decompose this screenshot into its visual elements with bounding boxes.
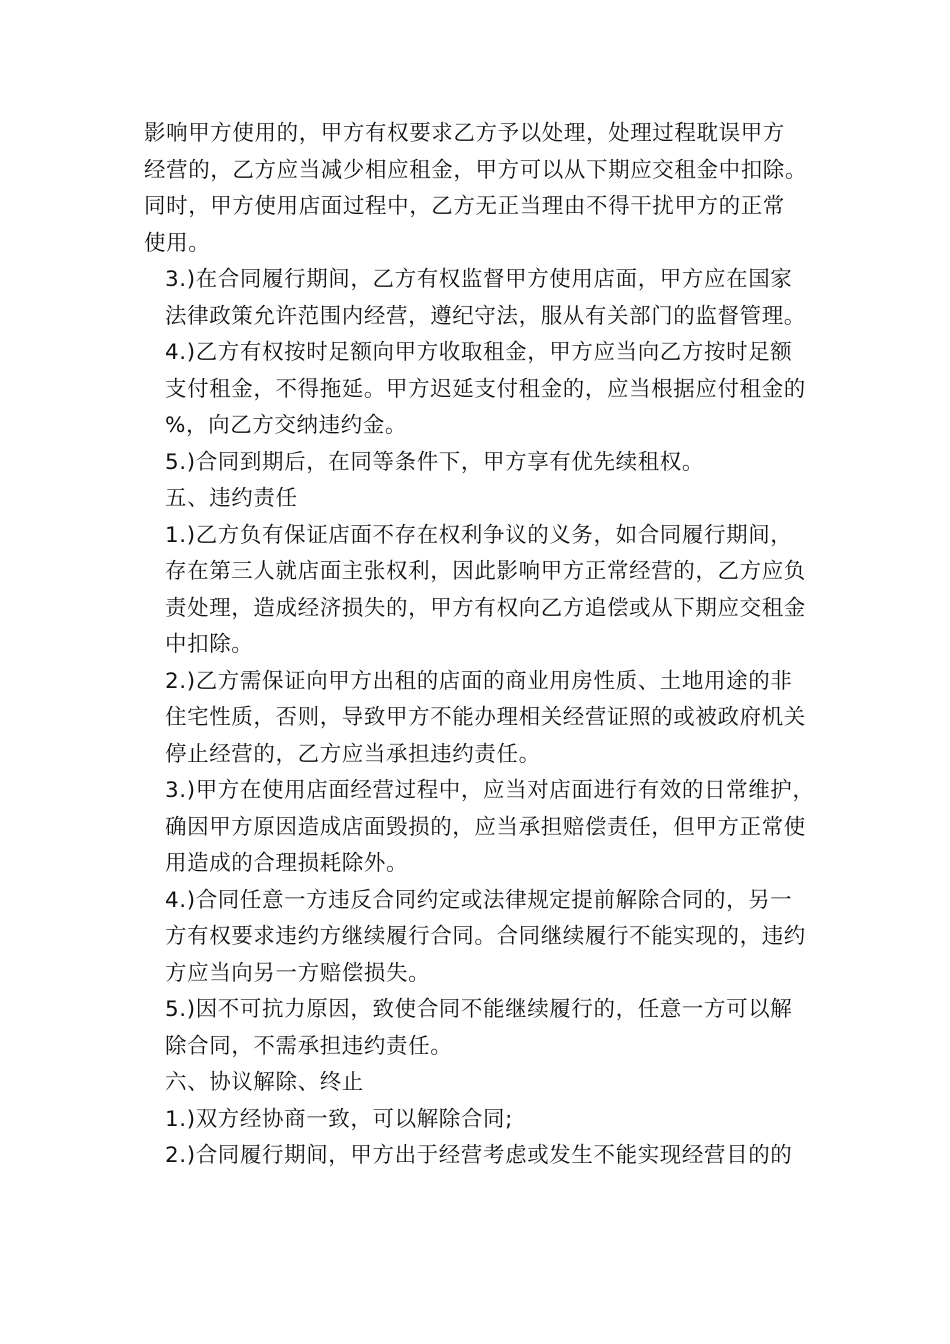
text-line: 方有权要求违约方继续履行合同。合同继续履行不能实现的，违约 [165,924,806,949]
paragraph [144,773,816,883]
text-line: 同时，甲方使用店面过程中，乙方无正当理由不得干扰甲方的正常 [144,194,785,219]
paragraph [144,335,816,445]
text-line: 影响甲方使用的，甲方有权要求乙方予以处理，处理过程耽误甲方 [144,121,785,146]
paragraph [144,1102,816,1139]
text-line: 用造成的合理损耗除外。 [165,851,409,876]
text-line: 存在第三人就店面主张权利，因此影响甲方正常经营的，乙方应负 [165,559,806,584]
paragraph [144,1138,816,1175]
text-line: 2.)乙方需保证向甲方出租的店面的商业用房性质、土地用途的非 [165,668,793,694]
text-line: 5.)合同到期后，在同等条件下，甲方享有优先续租权。 [165,449,705,475]
text-line: 中扣除。 [165,632,254,657]
text-line: 责处理，造成经济损失的，甲方有权向乙方追偿或从下期应交租金 [165,595,806,621]
text-line: 确因甲方原因造成店面毁损的，应当承担赔偿责任，但甲方正常使 [165,814,806,840]
paragraph [144,664,816,774]
text-line: 2.)合同履行期间，甲方出于经营考虑或发生不能实现经营目的的 [165,1143,793,1168]
paragraph [144,116,816,262]
paragraph [144,518,816,664]
text-line: 方应当向另一方赔偿损失。 [165,960,431,986]
paragraph [144,445,816,482]
text-line: 5.)因不可抗力原因，致使合同不能继续履行的，任意一方可以解 [165,997,793,1022]
text-line: %，向乙方交纳违约金。 [165,413,408,438]
text-line: 五、违约责任 [165,486,298,511]
text-line: 停止经营的，乙方应当承担违约责任。 [165,741,541,767]
text-line: 除合同，不需承担违约责任。 [165,1033,453,1059]
text-line: 1.)双方经协商一致，可以解除合同; [165,1106,513,1132]
paragraph [144,262,816,335]
text-line: 使用。 [144,230,211,256]
text-line: 六、协议解除、终止 [165,1070,364,1095]
text-line: 3.)甲方在使用店面经营过程中，应当对店面进行有效的日常维护， [165,778,815,803]
text-line: 支付租金，不得拖延。甲方迟延支付租金的，应当根据应付租金的 [165,376,806,402]
text-line: 4.)乙方有权按时足额向甲方收取租金，甲方应当向乙方按时足额 [165,340,793,365]
text-line: 1.)乙方负有保证店面不存在权利争议的义务，如合同履行期间， [165,522,793,548]
text-line: 3.)在合同履行期间，乙方有权监督甲方使用店面，甲方应在国家 [165,267,793,292]
text-line: 法律政策允许范围内经营，遵纪守法，服从有关部门的监督管理。 [165,303,806,329]
text-line: 经营的，乙方应当减少相应租金，甲方可以从下期应交租金中扣除。 [144,157,808,183]
text-line: 4.)合同任意一方违反合同约定或法律规定提前解除合同的，另一 [165,887,793,913]
paragraph [144,1065,816,1102]
paragraph [144,992,816,1065]
text-line: 住宅性质，否则，导致甲方不能办理相关经营证照的或被政府机关 [165,705,806,730]
paragraph [144,481,816,518]
document-body [144,116,816,1175]
paragraph [144,883,816,993]
